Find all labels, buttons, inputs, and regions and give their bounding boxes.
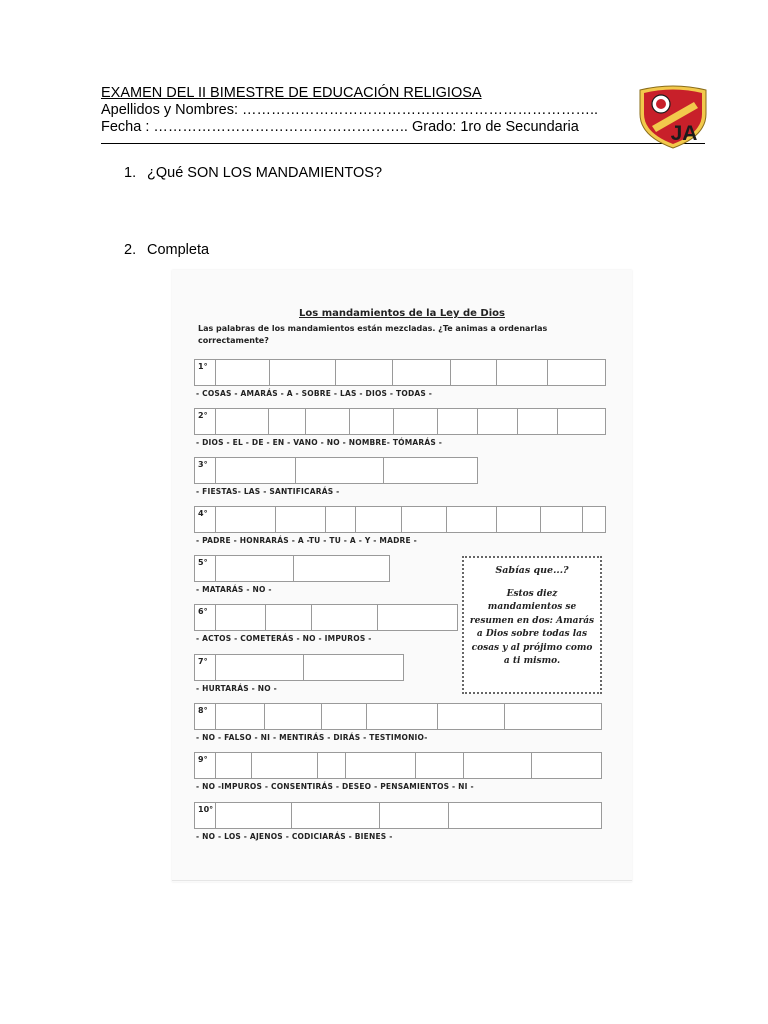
commandment-row-5: [194, 555, 390, 594]
row-number: 1°: [198, 362, 208, 371]
commandment-row-1: [194, 359, 606, 398]
scrambled-words: - NO - LOS - AJENOS - CODICIARÁS - BIENES -: [196, 832, 393, 841]
school-shield-logo: [634, 84, 712, 150]
row-number: 9°: [198, 755, 208, 764]
exam-header: [101, 85, 641, 136]
question-2-text: Completa: [147, 242, 210, 258]
did-you-know-title: Sabías que...?: [495, 565, 569, 576]
scrambled-words: - PADRE - HONRARÁS - A -TU - TU - A - Y - MADRE -: [196, 536, 417, 545]
exam-title: EXAMEN DEL II BIMESTRE DE EDUCACIÓN RELIGIOSA: [101, 85, 482, 101]
row-number: 8°: [198, 706, 208, 715]
row-number: 2°: [198, 411, 208, 420]
commandment-row-4: [194, 506, 606, 545]
commandment-row-9: [194, 752, 602, 791]
commandment-row-10: [194, 802, 602, 841]
question-2: [124, 242, 209, 258]
scrambled-words: - MATARÁS - NO -: [196, 585, 272, 594]
logo-lettering: JA: [670, 122, 698, 145]
date-grade-line: Fecha : …………………………………………….. Grado: 1ro de Secundaria: [101, 119, 579, 135]
commandments-worksheet-image: [172, 270, 632, 882]
scrambled-words: - NO - FALSO - NI - MENTIRÁS - DIRÁS - TESTIMONIO-: [196, 733, 428, 742]
scrambled-words: - DIOS - EL - DE - EN - VANO - NO - NOMBRE- TÓMARÁS -: [196, 438, 443, 447]
question-1-text: ¿Qué SON LOS MANDAMIENTOS?: [147, 165, 383, 181]
question-1-number: 1.: [124, 165, 137, 181]
did-you-know-box: [462, 556, 602, 694]
row-number: 6°: [198, 607, 208, 616]
row-number: 7°: [198, 657, 208, 666]
row-number: 4°: [198, 509, 208, 518]
row-number: 10°: [198, 805, 214, 814]
row-number: 3°: [198, 460, 208, 469]
worksheet-title: Los mandamientos de la Ley de Dios: [299, 308, 505, 319]
commandment-row-3: [194, 457, 478, 496]
header-divider: [101, 143, 705, 144]
worksheet-bottom-edge: [172, 880, 632, 881]
scrambled-words: - FIESTAS- LAS - SANTIFICARÁS -: [196, 487, 340, 496]
scrambled-words: - COSAS - AMARÁS - A - SOBRE - LAS - DIOS - TODAS -: [196, 389, 433, 398]
names-line: Apellidos y Nombres: ………………………………………………………………..: [101, 102, 599, 118]
did-you-know-text: Estos diez mandamientos se resumen en dos: Amarás a Dios sobre todas las cosas y al prójimo como a ti mismo.: [469, 588, 595, 666]
row-number: 5°: [198, 558, 208, 567]
commandment-row-2: [194, 408, 606, 447]
commandment-row-6: [194, 604, 458, 643]
scrambled-words: - NO -IMPUROS - CONSENTIRÁS - DESEO - PENSAMIENTOS - NI -: [196, 782, 474, 791]
question-1: [124, 165, 382, 181]
commandment-row-7: [194, 654, 404, 693]
question-2-number: 2.: [124, 242, 137, 258]
commandment-row-8: [194, 703, 602, 742]
scrambled-words: - HURTARÁS - NO -: [196, 684, 277, 693]
scrambled-words: - ACTOS - COMETERÁS - NO - IMPUROS -: [196, 634, 372, 643]
worksheet-instructions: Las palabras de los mandamientos están mezcladas. ¿Te animas a ordenarlas correctamente?: [198, 324, 548, 345]
